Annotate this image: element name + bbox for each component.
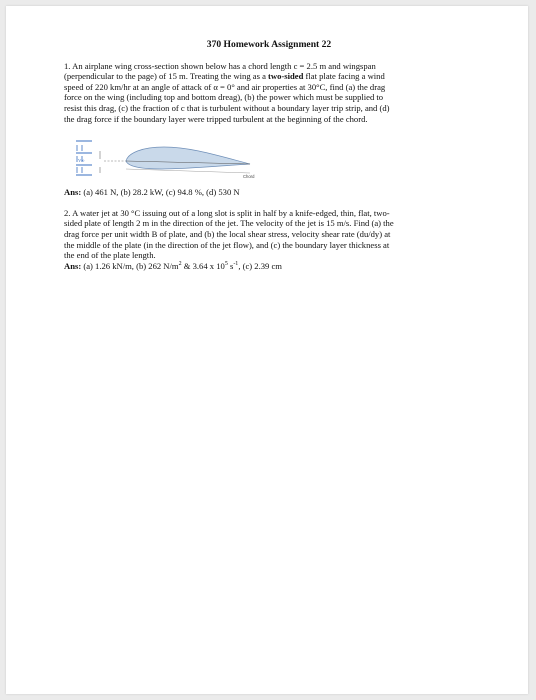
problem-1-line-1: 1. An airplane wing cross-section shown below has a chord length c = 2.5 m and wingspan — [64, 60, 376, 71]
problem-1-line-6: the drag force if the boundary layer were tripped turbulent at the beginning of the chord. — [64, 113, 368, 124]
problem-2-answer-sup-3: -1 — [233, 260, 239, 267]
document-page — [6, 6, 528, 694]
document-content — [64, 40, 474, 271]
problem-2-line-2: sided plate of length 2 m in the direction of the jet. The velocity of the jet is 15 m/s. Find (a) the — [64, 218, 394, 229]
problem-2-answer-sup-2: 5 — [224, 260, 228, 267]
problem-1-line-2-end: flat plate facing a wind — [303, 71, 385, 82]
velocity-label: V∞ — [78, 158, 85, 164]
problem-2-answer-s: s — [227, 260, 234, 271]
problem-1-line-3: speed of 220 km/hr at an angle of attack of α = 0° and air properties at 30°C, find (a) the drag — [64, 81, 386, 92]
problem-2-answer-c: , (c) 2.39 cm — [238, 260, 282, 271]
problem-2-line-3: drag force per unit width B of plate, and (b) the local shear stress, velocity shear rate (du/dy) at — [64, 228, 391, 239]
problem-2-answer-sup-1: 2 — [178, 260, 182, 267]
problem-2-line-1: 2. A water jet at 30 °C issuing out of a long slot is split in half by a knife-edged, thin, flat, two- — [64, 207, 390, 218]
problem-1-answer-text: (a) 461 N, (b) 28.2 kW, (c) 94.8 %, (d) 530 N — [81, 187, 240, 198]
airfoil-shape — [126, 147, 250, 169]
problem-2-text — [64, 208, 474, 261]
problem-1-line-4: force on the wing (including top and bottom dreag), (b) the power which must be supplied to — [64, 92, 384, 103]
problem-1-answer-label: Ans: — [64, 187, 82, 198]
problem-1-answer — [64, 187, 474, 198]
document-title: 370 Homework Assignment 22 — [206, 39, 332, 50]
problem-1-line-2: (perpendicular to the page) of 15 m. Treating the wing as a — [64, 71, 269, 82]
problem-1-line-5: resist this drag, (c) the fraction of c that is turbulent without a boundary layer trip strip, and (d) — [64, 102, 390, 113]
problem-2-answer-a: (a) 1.26 kN/m, (b) 262 N/m — [81, 260, 179, 271]
problem-2-line-4: the middle of the plate (in the direction of the jet flow), and (c) the boundary layer thickness at — [64, 239, 390, 250]
airfoil-diagram — [66, 131, 266, 179]
section-gap — [64, 198, 474, 208]
problem-1-text — [64, 61, 474, 125]
problem-2-answer-mid: & 3.64 x 10 — [181, 260, 225, 271]
chord-label: Chord — [243, 174, 255, 180]
problem-2-line-5: the end of the plate length. — [64, 250, 156, 261]
problem-2-answer — [64, 261, 474, 272]
problem-2-answer-label: Ans: — [64, 260, 82, 271]
airfoil-figure — [66, 131, 266, 179]
problem-1-bold-term: two-sided — [268, 71, 304, 82]
chord-dimension-line — [126, 169, 250, 173]
